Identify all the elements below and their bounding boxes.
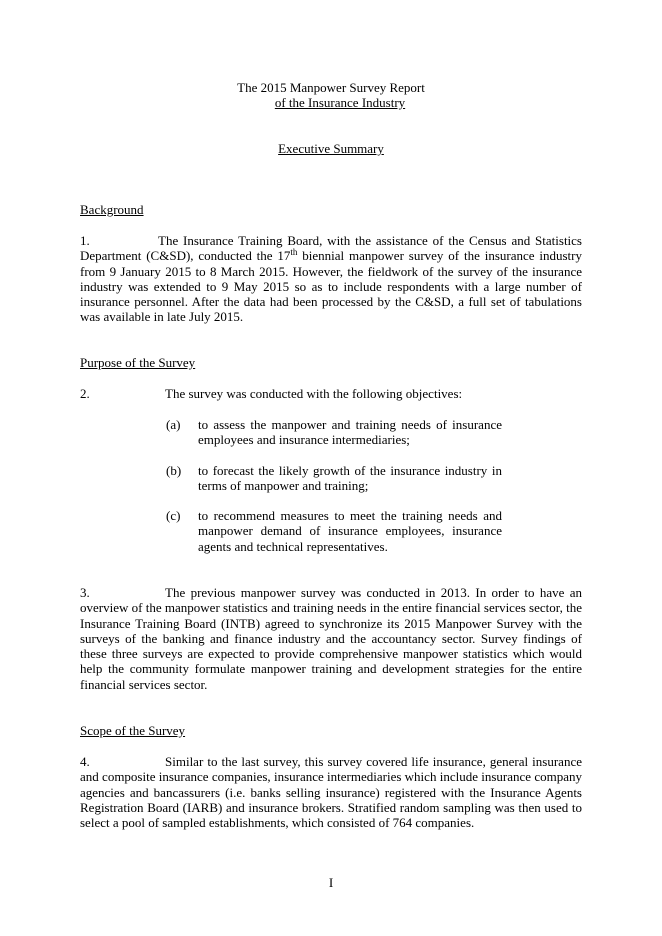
paragraph-4-text: Similar to the last survey, this survey covered life insurance, general insurance and composite insurance companies, insurance intermediaries which include insurance company agencies and bancassurers (i.e. banks selling insurance) registered with the Insurance Agents Registration Board (IARB) and insurance brokers. Stratified random sampling was then used to select a pool of sampled establishments, which consisted of 764 companies. bbox=[80, 754, 582, 831]
report-title bbox=[0, 80, 662, 111]
executive-summary-heading: Executive Summary bbox=[278, 141, 384, 156]
objective-item bbox=[166, 463, 502, 494]
paragraph-4-number: 4. bbox=[80, 754, 90, 769]
report-title-line-1: The 2015 Manpower Survey Report bbox=[237, 80, 425, 95]
paragraph-1-superscript: th bbox=[290, 247, 298, 258]
paragraph-1 bbox=[80, 233, 582, 325]
paragraph-1-number: 1. bbox=[80, 233, 90, 248]
objective-label: (c) bbox=[166, 508, 181, 524]
paragraph-3-number: 3. bbox=[80, 585, 90, 600]
objective-text: to assess the manpower and training needs of insurance employees and insurance intermediaries; bbox=[198, 417, 502, 448]
paragraph-3 bbox=[80, 585, 582, 692]
report-title-line-2: of the Insurance Industry bbox=[274, 95, 406, 111]
paragraph-3-text: The previous manpower survey was conducted in 2013. In order to have an overview of the manpower statistics and training needs in the entire financial services sector, the Insurance Training Board (INTB) agreed to synchronize its 2015 Manpower Survey with the surveys of the banking and finance industry and the accountancy sector. Survey findings of these three surveys are expected to provide comprehensive manpower statistics which would help the community formulate manpower training and development strategies for the entire financial services sector. bbox=[80, 585, 582, 692]
purpose-heading: Purpose of the Survey bbox=[80, 355, 196, 370]
paragraph-1-text-b: biennial manpower survey of the insurance industry from 9 January 2015 to 8 March 2015. However, the fieldwork of the survey of the insurance industry was extended to 9 May 2015 so as to include respondents with a large number of insurance personnel. After the data had been processed by the C&SD, a full set of tabulations was available in late July 2015. bbox=[80, 248, 582, 325]
objectives-list bbox=[166, 417, 502, 554]
background-heading: Background bbox=[80, 202, 144, 217]
objective-label: (b) bbox=[166, 462, 182, 478]
paragraph-2-text: The survey was conducted with the following objectives: bbox=[165, 386, 463, 401]
paragraph-4 bbox=[80, 754, 582, 830]
objective-text: to forecast the likely growth of the insurance industry in terms of manpower and training; bbox=[198, 462, 502, 493]
paragraph-1-text-a: The Insurance Training Board, with the assistance of the Census and Statistics Department (C&SD), conducted the 17 bbox=[80, 233, 582, 264]
objective-item bbox=[166, 508, 502, 554]
scope-heading: Scope of the Survey bbox=[80, 723, 186, 738]
objective-text: to recommend measures to meet the training needs and manpower demand of insurance employees, insurance agents and technical representatives. bbox=[198, 508, 502, 554]
page-number: I bbox=[328, 875, 334, 890]
objective-item bbox=[166, 417, 502, 448]
paragraph-2-number: 2. bbox=[80, 386, 90, 401]
objective-label: (a) bbox=[166, 417, 181, 432]
paragraph-2 bbox=[80, 386, 582, 401]
